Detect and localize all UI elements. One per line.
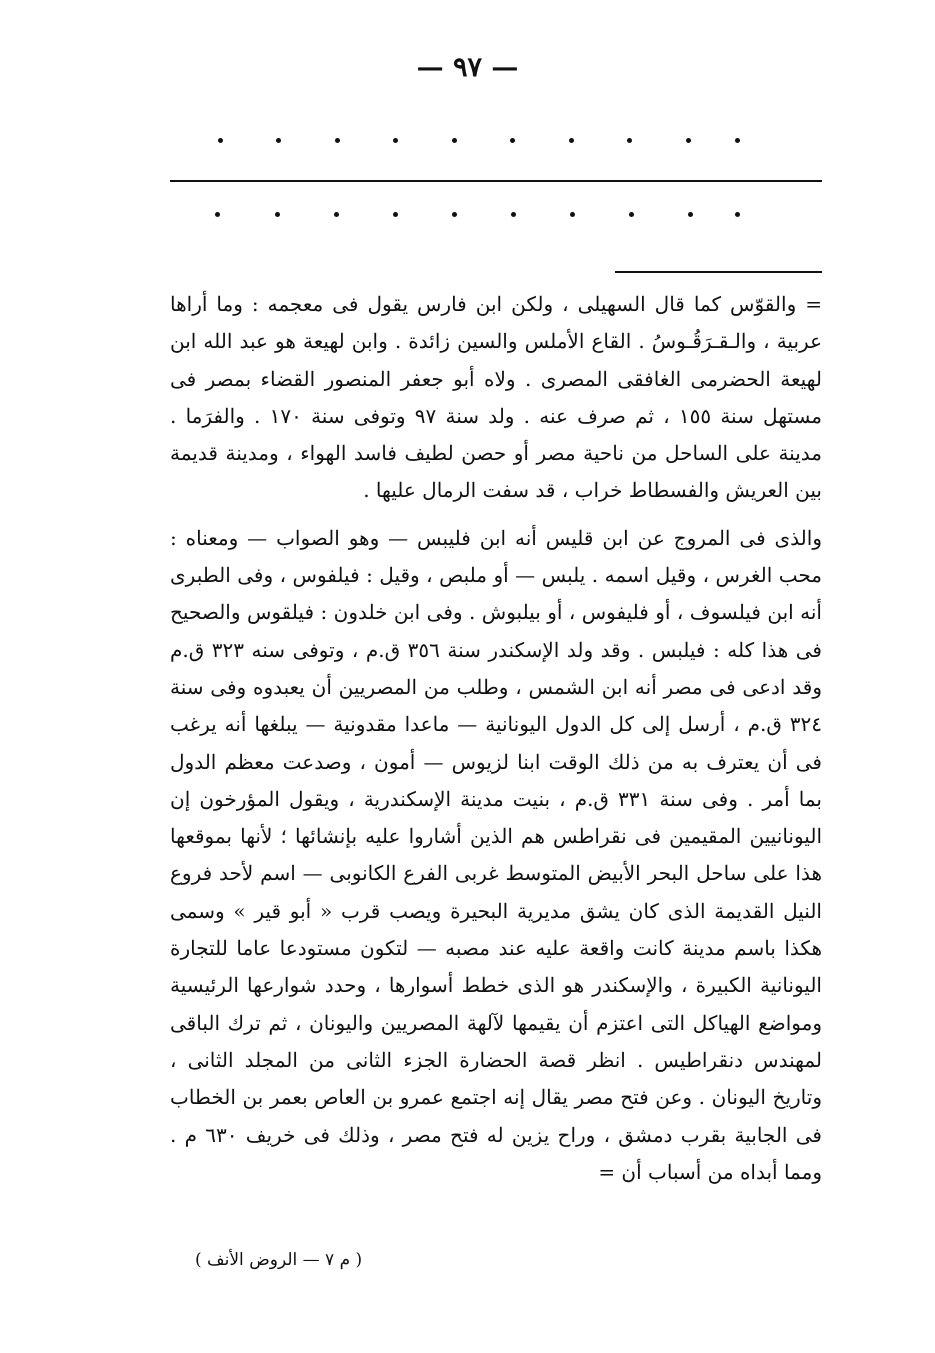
dot	[275, 212, 280, 217]
dot	[510, 138, 515, 143]
dot	[511, 212, 516, 217]
dot	[218, 138, 223, 143]
dot	[393, 138, 398, 143]
page-number: — ٩٧ —	[416, 52, 519, 83]
dot	[629, 212, 634, 217]
footnote-short-rule	[615, 271, 822, 273]
dot	[452, 212, 457, 217]
footnote-text	[170, 286, 822, 1191]
signature-mark: ( م ٧ — الروض الأنف )	[195, 1250, 363, 1270]
dot	[627, 138, 632, 143]
dot	[570, 212, 575, 217]
dot	[276, 138, 281, 143]
dot	[686, 138, 691, 143]
dot	[735, 138, 740, 143]
dot	[334, 212, 339, 217]
dot	[452, 138, 457, 143]
footnote-paragraph-1: = والقوّس كما قال السهيلى ، ولكن ابن فارس يقول فى معجمه : وما أراها عربية ، والـقـرَقُـوسُ . القاع الأملس والسين زائدة . وابن لهيعة هو عبد الله ابن لهيعة الحضرمى الغافقى المصرى . ولاه أبو جعفر المنصور القضاء بمصر فى مستهل سنة ١٥٥ ، ثم صرف عنه . ولد سنة ٩٧ وتوفى سنة ١٧٠ . والفرَما . مدينة على الساحل من ناحية مصر أو حصن لطيف فاسد الهواء ، ومدينة قديمة بين العريش والفسطاط خراب ، قد سفت الرمال عليها .	[170, 292, 823, 503]
dot	[335, 138, 340, 143]
dot	[393, 212, 398, 217]
dot	[735, 212, 740, 217]
dot	[569, 138, 574, 143]
ellipsis-dots-row-bottom	[200, 212, 760, 222]
footnote-paragraph-2: والذى فى المروج عن ابن قليس أنه ابن فليبس — وهو الصواب — ومعناه : محب الغرس ، وقيل اسمه . يلبس — أو ملبص ، وقيل : فيلفوس ، وفى الطبرى أنه ابن فيلسوف ، أو فليفوس ، أو بيلبوش . وفى ابن خلدون : فيلقوس والصحيح فى هذا كله : فيلبس . وقد ولد الإسكندر سنة ٣٥٦ ق.م ، وتوفى سنه ٣٢٣ ق.م وقد ادعى فى مصر أنه ابن الشمس ، وطلب من المصريين أن يعبدوه وفى سنة ٣٢٤ ق.م ، أرسل إلى كل الدول اليونانية — ماعدا مقدونية — يبلغها أنه يرغب فى أن يعترف به من ذلك الوقت ابنا لزيوس — أمون ، وصدعت معظم الدول بما أمر . وفى سنة ٣٣١ ق.م ، بنيت مدينة الإسكندرية ، ويقول المؤرخون إن اليونانيين المقيمين فى نقراطس هم الذين أشاروا عليه بإنشائها ؛ لأنها بموقعها هذا على ساحل البحر الأبيض المتوسط غربى الفرع الكانوبى — اسم لأحد فروع النيل القديمة الذى كان يشق مديرية البحيرة ويصب قرب « أبو قير » وسمى هكذا باسم مدينة كانت واقعة عليه عند مصبه — لتكون مستودعا عاما للتجارة اليونانية الكبيرة ، والإسكندر هو الذى خطط أسوارها ، وحدد شوارعها الرئيسية ومواضع الهياكل التى اعتزم أن يقيمها لآلهة المصريين واليونان ، ثم ترك الباقى لمهندس دنقراطيس . انظر قصة الحضارة الجزء الثانى من المجلد الثانى ، وتاريخ اليونان . وعن فتح مصر يقال إنه اجتمع عمرو بن العاص بعمر بن الخطاب فى الجابية بقرب دمشق ، وراح يزين له فتح مصر ، وذلك فى خريف ٦٣٠ م . ومما أبداه من أسباب أن =	[170, 525, 823, 1184]
footnote-separator-rule	[170, 180, 822, 182]
dot	[688, 212, 693, 217]
dot	[215, 212, 220, 217]
ellipsis-dots-row-top	[200, 138, 760, 148]
